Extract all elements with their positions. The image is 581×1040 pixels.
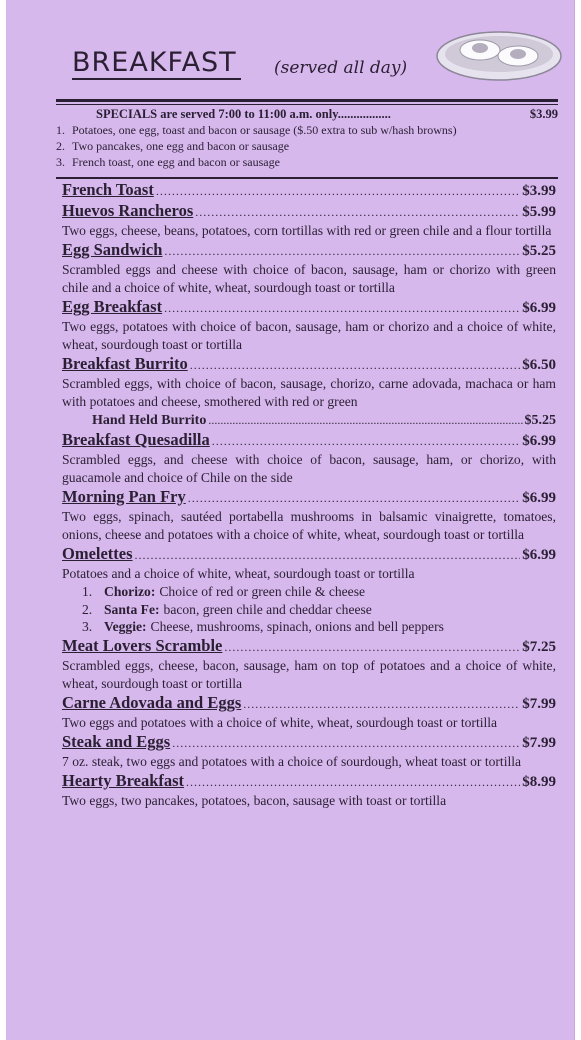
menu-item-egg-sandwich: Egg Sandwich ..... $5.25: [62, 240, 556, 261]
menu-page: [6, 0, 575, 1040]
page-subtitle: (served all day): [274, 58, 408, 78]
menu-item-hearty-breakfast: Hearty Breakfast ..... $8.99: [62, 771, 556, 792]
list-item: 3. Veggie: Cheese, mushrooms, spinach, onions and bell peppers: [82, 619, 444, 634]
list-item: 3. French toast, one egg and bacon or sausage: [56, 155, 280, 169]
list-item: 1. Potatoes, one egg, toast and bacon or sausage ($.50 extra to sub w/hash browns): [56, 123, 457, 137]
list-item: 2. Santa Fe: bacon, green chile and cheddar cheese: [82, 601, 372, 617]
menu-item-steak-and-eggs: Steak and Eggs ..... $7.99: [62, 732, 556, 753]
specials-price: $3.99: [529, 107, 558, 121]
item-description: Potatoes and a choice of white, wheat, sourdough toast or tortilla: [62, 566, 415, 581]
list-item: 1. Chorizo: Choice of red or green chile & cheese: [82, 584, 366, 599]
item-description: Scrambled eggs, with choice of bacon, sausage, chorizo, carne adovada, machaca or ham with potatoes and cheese, smothered with red or green: [62, 376, 556, 409]
menu-item-breakfast-burrito: Breakfast Burrito ..... $6.50: [62, 354, 556, 375]
menu-item-omelettes: Omelettes ..... $6.99: [62, 544, 556, 565]
menu-header: [6, 0, 574, 100]
item-description: Two eggs, spinach, sautéed portabella mushrooms in balsamic vinaigrette, tomatoes, onions, cheese and potatoes with a choice of white, wheat, sourdough toast or tortilla: [62, 509, 556, 542]
item-description: Scrambled eggs and cheese with choice of bacon, sausage, ham or chorizo with green chile and a choice of white, wheat, sourdough toast or tortilla: [62, 262, 556, 295]
top-divider: [56, 99, 558, 102]
fried-eggs-icon: [434, 24, 564, 84]
item-description: Two eggs, potatoes with choice of bacon, sausage, ham or chorizo and a choice of white, wheat, sourdough toast or tortilla: [62, 319, 556, 352]
item-description: Two eggs and potatoes with a choice of white, wheat, sourdough toast or tortilla: [62, 714, 498, 730]
menu-item-egg-breakfast: Egg Breakfast ..... $6.99: [62, 297, 556, 318]
top-divider-thin: [56, 104, 558, 105]
item-description: Two eggs, two pancakes, potatoes, bacon, sausage with toast or tortilla: [62, 792, 447, 808]
specials-heading-text: SPECIALS are served 7:00 to 11:00 a.m. only.................: [96, 107, 391, 121]
menu-item-french-toast: French Toast ..... $3.99: [62, 180, 556, 201]
specials-section: [56, 106, 558, 170]
menu-list: [62, 180, 556, 810]
menu-item-morning-pan-fry: Morning Pan Fry ..... $6.99: [62, 487, 556, 508]
specials-heading: [56, 106, 558, 122]
page-title: BREAKFAST: [72, 48, 241, 80]
menu-item-huevos-rancheros: Huevos Rancheros ..... $5.99: [62, 201, 556, 222]
menu-item-breakfast-quesadilla: Breakfast Quesadilla ..... $6.99: [62, 430, 556, 451]
item-description: Scrambled eggs, cheese, bacon, sausage, ham on top of potatoes and a choice of white, wheat, sourdough toast or tortilla: [62, 657, 556, 691]
item-description: Two eggs, cheese, beans, potatoes, corn tortillas with red or green chile and a flour tortilla: [62, 223, 552, 238]
menu-item-carne-adovada-and-eggs: Carne Adovada and Eggs ..... $7.99: [62, 693, 556, 714]
list-item: 2. Two pancakes, one egg and bacon or sausage: [56, 139, 290, 153]
menu-item-meat-lovers-scramble: Meat Lovers Scramble ..... $7.25: [62, 636, 556, 657]
specials-list: [56, 122, 558, 170]
specials-divider: [56, 177, 558, 179]
item-description: Scrambled eggs, and cheese with choice of bacon, sausage, ham, or chorizo, with guacamole and choice of Chile on the side: [62, 452, 556, 485]
omelette-options: [62, 583, 556, 636]
menu-item-hand-held-burrito: Hand Held Burrito ..... $5.25: [62, 411, 556, 430]
item-description: 7 oz. steak, two eggs and potatoes with a choice of sourdough, wheat toast or tortilla: [62, 753, 522, 769]
